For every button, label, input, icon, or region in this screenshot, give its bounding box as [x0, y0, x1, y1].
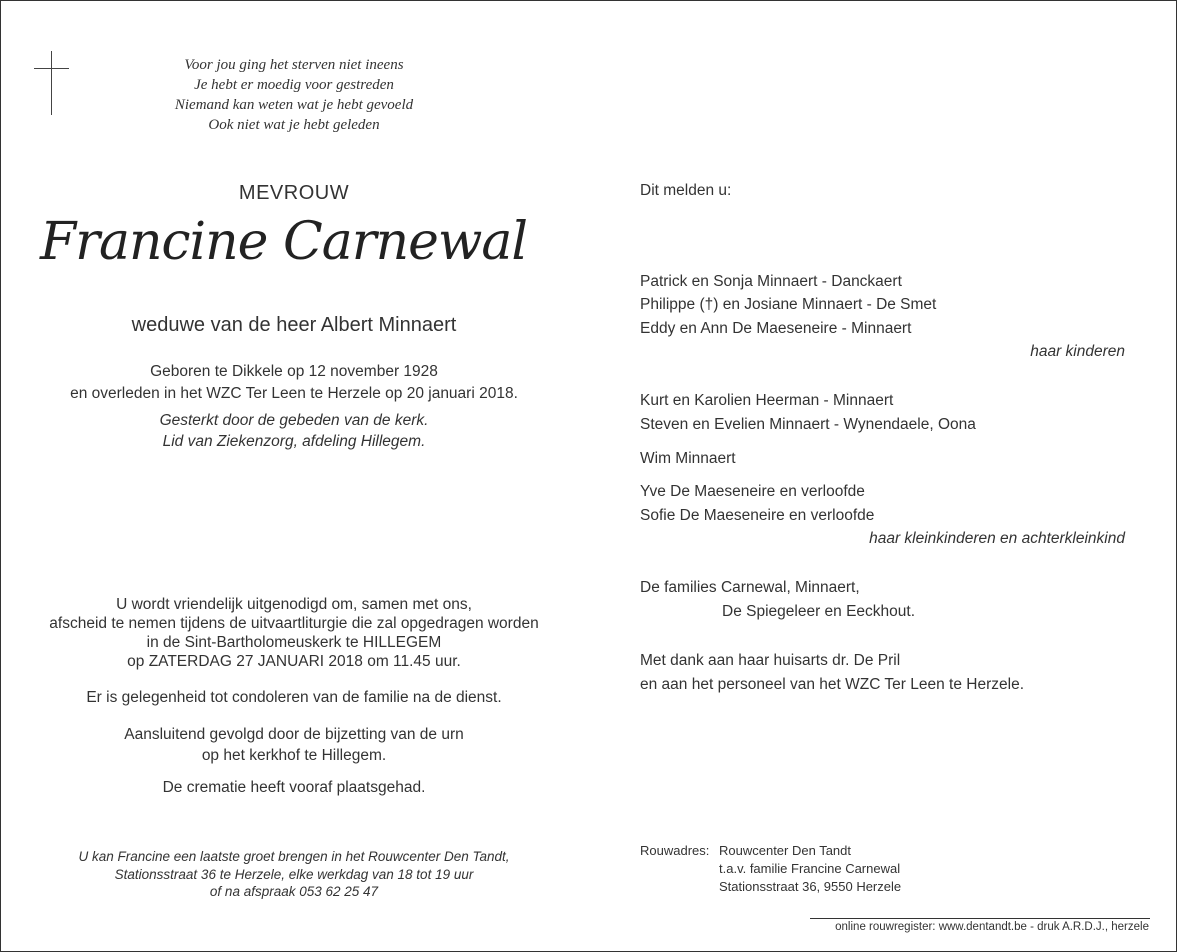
faith-line: Gesterkt door de gebeden van de kerk.: [159, 412, 429, 429]
burial-note: [40, 724, 548, 766]
poem-line: Voor jou ging het sterven niet ineens: [184, 57, 404, 73]
address-line: Stationsstraat 36, 9550 Herzele: [719, 879, 902, 894]
poem-line: Ook niet wat je hebt geleden: [208, 117, 380, 133]
grandchild-entry: Steven en Evelien Minnaert - Wynendaele, Oona: [640, 416, 976, 433]
thanks-line: en aan het personeel van het WZC Ter Leen te Herzele.: [640, 676, 1024, 693]
footer-credit: online rouwregister: www.dentandt.be - druk A.R.D.J., herzele: [835, 921, 1149, 933]
burial-line: op het kerkhof te Hillegem.: [201, 747, 387, 764]
faith-info: [44, 410, 544, 452]
poem-line: Niemand kan weten wat je hebt gevoeld: [174, 97, 414, 113]
grandchildren-label: haar kleinkinderen en achterkleinkind: [869, 530, 1125, 547]
invite-line: U wordt vriendelijk uitgenodigd om, samen met ons,: [116, 596, 472, 613]
widow-line: weduwe van de heer Albert Minnaert: [131, 314, 457, 336]
funeral-invitation: [40, 595, 548, 671]
child-entry: Eddy en Ann De Maeseneire - Minnaert: [640, 320, 912, 337]
invite-line: in de Sint-Bartholomeuskerk te HILLEGEM: [146, 634, 442, 651]
visit-line: U kan Francine een laatste groet brengen in het Rouwcenter Den Tandt,: [78, 849, 510, 864]
announcement-intro: Dit melden u:: [640, 182, 732, 199]
visit-line: of na afspraak 053 62 25 47: [209, 884, 379, 899]
poem-line: Je hebt er moedig voor gestreden: [194, 77, 394, 93]
deceased-name: Francine Carnewal: [40, 212, 528, 272]
birth-death-info: [44, 361, 544, 405]
visit-line: Stationsstraat 36 te Herzele, elke werkdag van 18 tot 19 uur: [114, 866, 474, 882]
children-label: haar kinderen: [1030, 343, 1125, 360]
invite-line: op ZATERDAG 27 JANUARI 2018 om 11.45 uur.: [127, 653, 461, 670]
title: MEVROUW: [238, 182, 350, 204]
thanks-line: Met dank aan haar huisarts dr. De Pril: [640, 652, 901, 669]
invite-line: afscheid te nemen tijdens de uitvaartliturgie die zal opgedragen worden: [49, 615, 539, 632]
visitation-info: [40, 848, 548, 901]
cremation-note: De crematie heeft vooraf plaatsgehad.: [162, 779, 426, 796]
address-line: t.a.v. familie Francine Carnewal: [719, 861, 901, 876]
grandchild-entry: Wim Minnaert: [640, 450, 736, 467]
burial-line: Aansluitend gevolgd door de bijzetting van de urn: [124, 726, 464, 743]
grandchild-entry: Yve De Maeseneire en verloofde: [640, 483, 865, 500]
membership-line: Lid van Ziekenzorg, afdeling Hillegem.: [162, 433, 426, 450]
address-line: Rouwcenter Den Tandt: [719, 843, 852, 858]
address-label: Rouwadres:: [640, 843, 710, 858]
child-entry: Patrick en Sonja Minnaert - Danckaert: [640, 273, 902, 290]
mourning-address: [640, 842, 901, 896]
grandchild-entry: Kurt en Karolien Heerman - Minnaert: [640, 392, 894, 409]
child-entry: Philippe (†) en Josiane Minnaert - De Smet: [640, 296, 937, 313]
footer-rule: [810, 918, 1150, 919]
birth-line: Geboren te Dikkele op 12 november 1928: [150, 363, 438, 380]
death-line: en overleden in het WZC Ter Leen te Herzele op 20 januari 2018.: [70, 385, 518, 402]
condolence-note: Er is gelegenheid tot condoleren van de familie na de dienst.: [86, 689, 502, 706]
families-line: De Spiegeleer en Eeckhout.: [722, 603, 916, 620]
grandchild-entry: Sofie De Maeseneire en verloofde: [640, 507, 875, 524]
poem: [94, 55, 494, 135]
families-line: De families Carnewal, Minnaert,: [640, 579, 860, 596]
